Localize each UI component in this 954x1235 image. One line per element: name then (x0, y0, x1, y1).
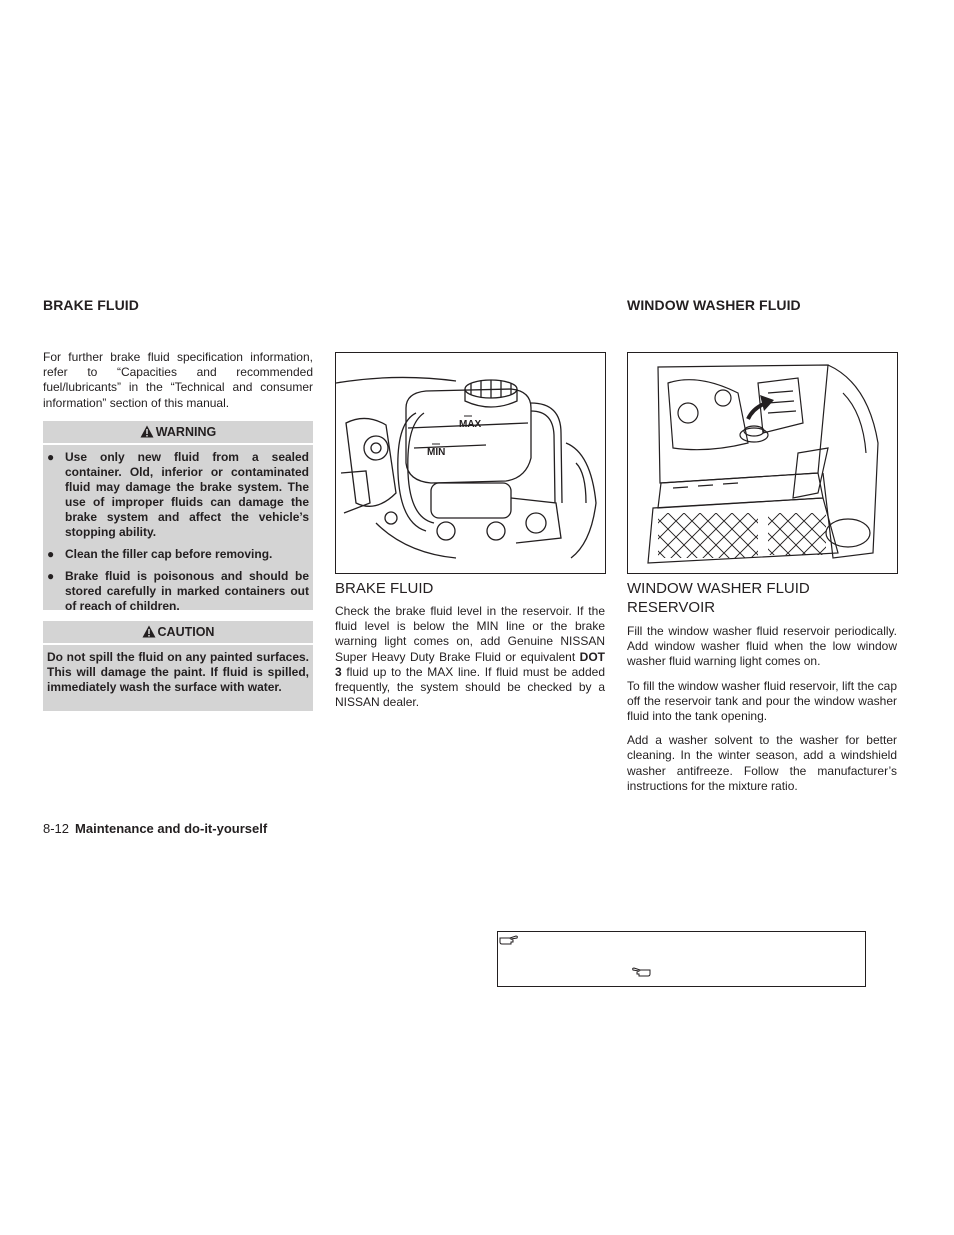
warning-item: ● Use only new fluid from a sealed container. Old, inferior or contaminated fluid may damage the brake system. The use of improper fluids can damage the brake system and affect the vehicle’s stopping ability. (47, 450, 309, 539)
brake-fluid-caption: BRAKE FLUID (335, 580, 434, 597)
washer-reservoir-illustration (627, 352, 898, 574)
washer-reservoir-drawing (628, 353, 897, 573)
brake-reservoir-drawing (336, 353, 605, 573)
warning-title: WARNING (155, 425, 217, 439)
washer-paragraph: Fill the window washer fluid reservoir periodically. Add window washer fluid when the low window washer fluid warning light comes on. (627, 624, 897, 669)
caution-title: CAUTION (157, 625, 215, 639)
washer-fluid-text (627, 624, 897, 794)
pointing-hand-icon (631, 966, 651, 979)
brake-fluid-heading: BRAKE FLUID (43, 297, 139, 313)
page-footer (43, 821, 267, 836)
washer-paragraph: To fill the window washer fluid reservoir, lift the cap off the reservoir tank and pour the window washer fluid into the tank opening. (627, 678, 897, 724)
warning-item-text: Use only new fluid from a sealed container. Old, inferior or contaminated fluid may damage the brake system. The use of improper fluids can damage the brake system and affect the vehicle’s stopping ability. (65, 450, 309, 539)
pointing-hand-icon (499, 934, 519, 947)
brake-fluid-intro: For further brake fluid specification information, refer to “Capacities and recommended fuel/lubricants” in the “Technical and consumer information” section of this manual. (43, 350, 313, 410)
section-name: Maintenance and do-it-yourself (75, 821, 268, 836)
warning-item-text: Clean the filler cap before removing. (65, 547, 273, 561)
min-label: MIN (427, 447, 446, 458)
washer-reservoir-caption: WINDOW WASHER FLUID RESERVOIR (627, 580, 810, 616)
warning-item: ● Brake fluid is poisonous and should be stored carefully in marked containers out of reach of children. (47, 569, 309, 613)
brake-fluid-text-part1: Check the brake fluid level in the reservoir. If the fluid level is below the MIN line or the brake warning light comes on, add Genuine NISSAN Super Heavy Duty Brake Fluid or equivalent (335, 604, 605, 664)
caution-box (43, 621, 313, 711)
brake-fluid-description (335, 604, 605, 710)
note-box (497, 931, 866, 987)
brake-fluid-dot3: DOT 3 (335, 649, 605, 679)
caution-title-bar (43, 621, 313, 645)
warning-title-bar (43, 421, 313, 445)
max-label: MAX (459, 419, 482, 430)
window-washer-heading: WINDOW WASHER FLUID (627, 297, 801, 313)
washer-paragraph: Add a washer solvent to the washer for better cleaning. In the winter season, add a windshield washer antifreeze. Follow the manufacturer’s instructions for the mixture ratio. (627, 733, 897, 793)
page-number: 8-12 (43, 821, 70, 836)
brake-fluid-reservoir-illustration (335, 352, 606, 574)
warning-icon (140, 425, 154, 438)
warning-icon (142, 625, 156, 638)
warning-box (43, 421, 313, 613)
warning-item: ● Clean the filler cap before removing. (47, 547, 309, 562)
warning-item-text: Brake fluid is poisonous and should be stored carefully in marked containers out of reach of children. (65, 569, 309, 613)
brake-fluid-text-part2: fluid up to the MAX line. If fluid must be added frequently, the system should be checked by a NISSAN dealer. (335, 664, 605, 710)
caution-text: Do not spill the fluid on any painted surfaces. This will damage the paint. If fluid is spilled, immediately wash the surface with water. (47, 650, 309, 694)
